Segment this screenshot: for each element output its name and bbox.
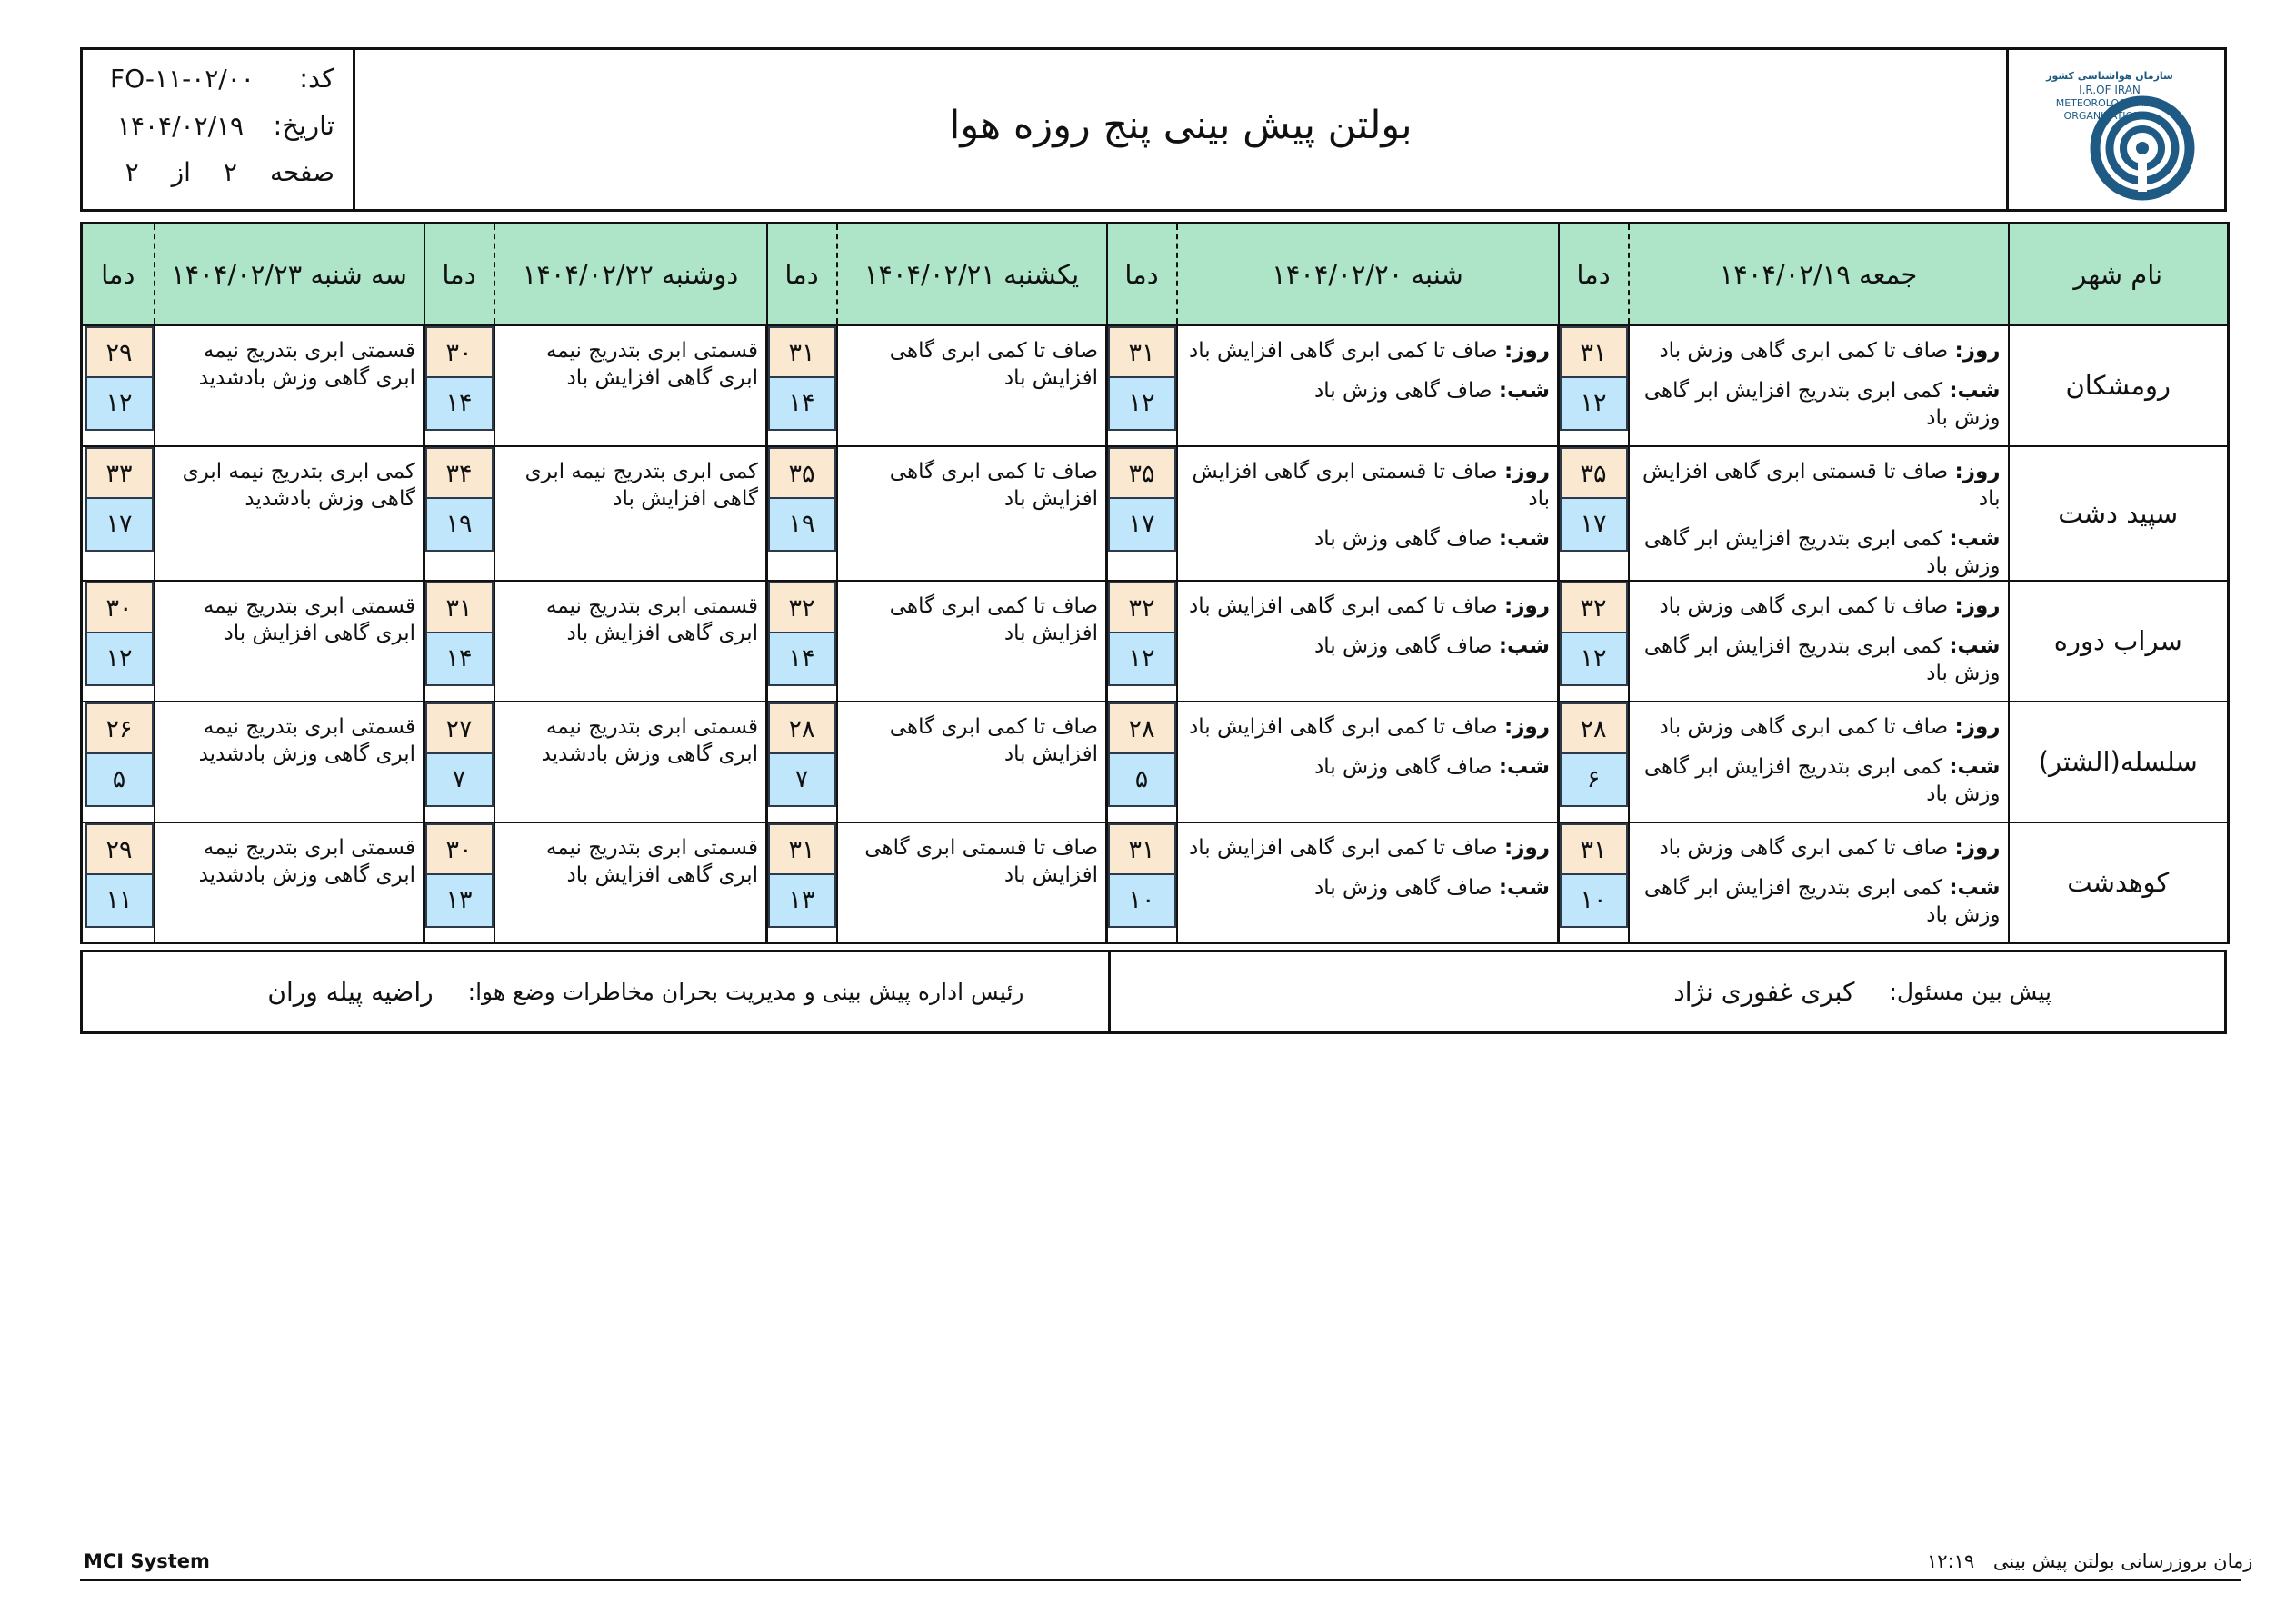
temp-cell-day-3: [767, 581, 837, 702]
night-forecast: [1185, 874, 1551, 902]
head-cell: [83, 952, 1108, 1031]
day-header-1: جمعه ۱۴۰۴/۰۲/۱۹: [1629, 224, 2009, 325]
bulletin-header: [80, 47, 2227, 212]
day-label: روز:: [1954, 835, 2001, 860]
temp-cell-day-5: [82, 702, 155, 822]
day-forecast-text: صاف تا کمی ابری گاهی افزایش باد: [1189, 714, 1498, 739]
temp-cell-day-3: [767, 822, 837, 943]
forecast-desc-day-5: [155, 446, 424, 581]
forecast-desc-day-3: [837, 702, 1107, 822]
page-label: صفحه: [269, 157, 334, 187]
city-column-header: نام شهر: [2009, 224, 2229, 325]
day-label: روز:: [1504, 835, 1550, 860]
max-temp: ۲۸: [1108, 702, 1176, 754]
forecast-text: صاف تا کمی ابری گاهی افزایش باد: [889, 459, 1098, 511]
min-temp: ۱۲: [1108, 633, 1176, 686]
city-name: سپید دشت: [2009, 446, 2229, 581]
forecast-desc-day-1: [1629, 325, 2009, 446]
table-row: [82, 581, 2229, 702]
forecast-desc-day-2: [1177, 446, 1559, 581]
min-temp: ۱۷: [1560, 499, 1628, 552]
day-label: روز:: [1504, 459, 1550, 483]
page-row: [110, 157, 334, 204]
forecast-desc-day-5: [155, 702, 424, 822]
min-temp: ۱۲: [85, 378, 154, 431]
code-label: کد:: [299, 63, 334, 94]
code-value: FO-۱۱-۰۲/۰۰: [110, 64, 255, 94]
day-forecast-text: صاف تا کمی ابری گاهی وزش باد: [1659, 714, 1949, 739]
page-of: از: [171, 157, 191, 187]
max-temp: ۳۱: [768, 326, 836, 378]
temp-cell-day-2: [1107, 581, 1177, 702]
night-label: شب:: [1498, 379, 1550, 403]
max-temp: ۳۰: [85, 582, 154, 633]
day-forecast: [1185, 834, 1551, 862]
forecast-text: قسمتی ابری بتدریج نیمه ابری گاهی افزایش باد: [203, 593, 415, 645]
night-label: شب:: [1498, 754, 1550, 779]
forecast-text: قسمتی ابری بتدریج نیمه ابری گاهی وزش بادشدید: [198, 835, 415, 887]
temp-cell-day-4: [424, 325, 494, 446]
forecast-desc-day-1: [1629, 702, 2009, 822]
temp-cell-day-4: [424, 822, 494, 943]
night-forecast-text: صاف گاهی وزش باد: [1314, 526, 1492, 551]
svg-text:سازمان هواشناسی کشور: سازمان هواشناسی کشور: [2045, 69, 2173, 82]
min-temp: ۱۷: [1108, 499, 1176, 552]
night-label: شب:: [1498, 875, 1550, 900]
max-temp: ۲۸: [768, 702, 836, 754]
document-meta: [83, 50, 355, 209]
temp-header-3: دما: [767, 224, 837, 325]
date-value: ۱۴۰۴/۰۲/۱۹: [116, 111, 245, 141]
night-forecast-text: صاف گاهی وزش باد: [1314, 875, 1492, 900]
night-forecast-text: کمی ابری بتدریج افزایش ابر گاهی وزش باد: [1643, 875, 2001, 927]
table-row: [82, 702, 2229, 822]
night-forecast: [1637, 377, 2001, 432]
night-forecast-text: صاف گاهی وزش باد: [1314, 754, 1492, 779]
day-header-2: شنبه ۱۴۰۴/۰۲/۲۰: [1177, 224, 1559, 325]
forecast-desc-day-4: [494, 702, 767, 822]
day-forecast-text: صاف تا کمی ابری گاهی وزش باد: [1659, 835, 1949, 860]
forecaster-cell: [1108, 952, 2225, 1031]
forecast-desc-day-3: [837, 581, 1107, 702]
day-forecast-text: صاف تا کمی ابری گاهی افزایش باد: [1189, 835, 1498, 860]
night-forecast: [1637, 525, 2001, 580]
day-header-5: سه شنبه ۱۴۰۴/۰۲/۲۳: [155, 224, 424, 325]
update-label: زمان بروزرسانی بولتن پیش بینی: [1992, 1550, 2253, 1572]
forecast-text: قسمتی ابری بتدریج نیمه ابری گاهی افزایش باد: [545, 835, 758, 887]
day-forecast: [1637, 834, 2001, 862]
table-row: [82, 822, 2229, 943]
temp-cell-day-3: [767, 702, 837, 822]
night-forecast-text: کمی ابری بتدریج افزایش ابر گاهی وزش باد: [1643, 526, 2001, 578]
day-label: روز:: [1954, 714, 2001, 739]
min-temp: ۱۴: [425, 633, 494, 686]
night-forecast-text: کمی ابری بتدریج افزایش ابر گاهی وزش باد: [1643, 379, 2001, 430]
day-forecast-text: صاف تا کمی ابری گاهی وزش باد: [1659, 339, 1949, 363]
forecast-desc-day-4: [494, 581, 767, 702]
day-forecast-text: صاف تا کمی ابری گاهی افزایش باد: [1189, 593, 1498, 618]
forecast-desc-day-3: [837, 325, 1107, 446]
min-temp: ۷: [768, 754, 836, 807]
max-temp: ۳۱: [1108, 326, 1176, 378]
day-label: روز:: [1954, 593, 2001, 618]
temp-cell-day-1: [1559, 822, 1629, 943]
min-temp: ۱۲: [1108, 378, 1176, 431]
city-name: سراب دوره: [2009, 581, 2229, 702]
max-temp: ۳۱: [1560, 823, 1628, 875]
min-temp: ۵: [1108, 754, 1176, 807]
forecaster-label: پیش بین مسئول:: [1889, 979, 2051, 1005]
meteorological-organization-logo-icon: [2006, 50, 2224, 209]
max-temp: ۳۰: [425, 823, 494, 875]
temp-header-5: دما: [82, 224, 155, 325]
forecast-desc-day-1: [1629, 446, 2009, 581]
svg-text:I.R.OF IRAN: I.R.OF IRAN: [2078, 83, 2141, 96]
day-label: روز:: [1504, 593, 1550, 618]
temp-cell-day-3: [767, 446, 837, 581]
city-name: کوهدشت: [2009, 822, 2229, 943]
temp-cell-day-3: [767, 325, 837, 446]
forecast-desc-day-4: [494, 822, 767, 943]
temp-cell-day-2: [1107, 325, 1177, 446]
night-forecast-text: کمی ابری بتدریج افزایش ابر گاهی وزش باد: [1643, 754, 2001, 806]
night-label: شب:: [1949, 379, 2001, 403]
forecast-table: [80, 222, 2230, 944]
max-temp: ۳۲: [1560, 582, 1628, 633]
update-time: [1927, 1550, 2252, 1572]
svg-text:ORGANIZATION: ORGANIZATION: [2063, 109, 2141, 122]
forecast-text: صاف تا قسمتی ابری گاهی افزایش باد: [864, 835, 1098, 887]
code-row: [110, 63, 334, 110]
table-row: [82, 446, 2229, 581]
forecast-text: قسمتی ابری بتدریج نیمه ابری گاهی وزش بادشدید: [198, 339, 415, 390]
signature-box: [80, 950, 2227, 1034]
forecaster-name: کبری غفوری نژاد: [1673, 977, 1855, 1007]
day-header-4: دوشنبه ۱۴۰۴/۰۲/۲۲: [494, 224, 767, 325]
day-forecast: [1637, 337, 2001, 364]
max-temp: ۳۳: [85, 447, 154, 499]
forecast-desc-day-3: [837, 822, 1107, 943]
bottom-rule: [80, 1579, 2241, 1581]
forecast-desc-day-2: [1177, 581, 1559, 702]
forecast-desc-day-5: [155, 325, 424, 446]
temp-cell-day-2: [1107, 822, 1177, 943]
update-time-value: ۱۲:۱۹: [1927, 1550, 1975, 1572]
temp-cell-day-5: [82, 446, 155, 581]
temp-cell-day-1: [1559, 581, 1629, 702]
min-temp: ۱۳: [425, 875, 494, 928]
forecast-desc-day-4: [494, 325, 767, 446]
max-temp: ۳۱: [1108, 823, 1176, 875]
forecast-desc-day-2: [1177, 702, 1559, 822]
min-temp: ۱۰: [1560, 875, 1628, 928]
min-temp: ۱۴: [768, 633, 836, 686]
day-forecast: [1637, 458, 2001, 513]
forecast-desc-day-1: [1629, 581, 2009, 702]
min-temp: ۱۴: [768, 378, 836, 431]
max-temp: ۲۸: [1560, 702, 1628, 754]
max-temp: ۳۲: [768, 582, 836, 633]
night-forecast-text: صاف گاهی وزش باد: [1314, 379, 1492, 403]
min-temp: ۱۳: [768, 875, 836, 928]
forecast-desc-day-3: [837, 446, 1107, 581]
night-forecast: [1185, 377, 1551, 404]
night-forecast: [1185, 525, 1551, 553]
city-name: رومشکان: [2009, 325, 2229, 446]
table-header-row: [82, 224, 2229, 325]
max-temp: ۲۹: [85, 326, 154, 378]
day-forecast: [1185, 337, 1551, 364]
day-forecast: [1637, 593, 2001, 620]
min-temp: ۱۷: [85, 499, 154, 552]
day-label: روز:: [1954, 339, 2001, 363]
max-temp: ۳۴: [425, 447, 494, 499]
temp-cell-day-4: [424, 702, 494, 822]
temp-cell-day-2: [1107, 702, 1177, 822]
night-label: شب:: [1498, 526, 1550, 551]
min-temp: ۷: [425, 754, 494, 807]
night-label: شب:: [1949, 526, 2001, 551]
day-label: روز:: [1504, 714, 1550, 739]
night-forecast: [1185, 633, 1551, 660]
night-label: شب:: [1949, 633, 2001, 658]
max-temp: ۲۶: [85, 702, 154, 754]
date-row: [110, 110, 334, 157]
table-row: [82, 325, 2229, 446]
forecast-desc-day-1: [1629, 822, 2009, 943]
min-temp: ۶: [1560, 754, 1628, 807]
max-temp: ۳۰: [425, 326, 494, 378]
min-temp: ۱۲: [85, 633, 154, 686]
night-forecast: [1637, 633, 2001, 687]
forecast-desc-day-2: [1177, 325, 1559, 446]
max-temp: ۳۵: [1560, 447, 1628, 499]
temp-cell-day-1: [1559, 446, 1629, 581]
forecast-text: صاف تا کمی ابری گاهی افزایش باد: [889, 714, 1098, 766]
max-temp: ۳۱: [425, 582, 494, 633]
temp-header-1: دما: [1559, 224, 1629, 325]
min-temp: ۱۰: [1108, 875, 1176, 928]
head-label: رئیس اداره پیش بینی و مدیریت بحران مخاطرات وضع هوا:: [467, 979, 1024, 1005]
temp-header-4: دما: [424, 224, 494, 325]
forecast-text: قسمتی ابری بتدریج نیمه ابری گاهی افزایش باد: [545, 339, 758, 390]
night-forecast-text: صاف گاهی وزش باد: [1314, 633, 1492, 658]
day-forecast-text: صاف تا قسمتی ابری گاهی افزایش باد: [1642, 459, 2001, 511]
temp-cell-day-4: [424, 581, 494, 702]
night-label: شب:: [1498, 633, 1550, 658]
min-temp: ۵: [85, 754, 154, 807]
page-title: بولتن پیش بینی پنج روزه هوا: [949, 102, 1413, 148]
day-forecast: [1185, 713, 1551, 741]
forecast-desc-day-5: [155, 822, 424, 943]
temp-cell-day-5: [82, 325, 155, 446]
forecast-text: قسمتی ابری بتدریج نیمه ابری گاهی وزش بادشدید: [541, 714, 758, 766]
night-label: شب:: [1949, 754, 2001, 779]
night-label: شب:: [1949, 875, 2001, 900]
day-forecast-text: صاف تا کمی ابری گاهی وزش باد: [1659, 593, 1949, 618]
min-temp: ۱۲: [1560, 378, 1628, 431]
temp-cell-day-1: [1559, 325, 1629, 446]
night-forecast-text: کمی ابری بتدریج افزایش ابر گاهی وزش باد: [1643, 633, 2001, 685]
max-temp: ۳۲: [1108, 582, 1176, 633]
max-temp: ۳۱: [1560, 326, 1628, 378]
max-temp: ۳۱: [768, 823, 836, 875]
night-forecast: [1637, 753, 2001, 808]
system-name: MCI System: [84, 1550, 210, 1572]
page-total: ۲: [125, 157, 139, 187]
day-label: روز:: [1504, 339, 1550, 363]
page-indicator: [125, 157, 334, 187]
temp-cell-day-1: [1559, 702, 1629, 822]
forecast-desc-day-2: [1177, 822, 1559, 943]
min-temp: ۱۲: [1560, 633, 1628, 686]
forecast-text: کمی ابری بتدریج نیمه ابری گاهی افزایش باد: [524, 459, 758, 511]
min-temp: ۱۹: [768, 499, 836, 552]
max-temp: ۲۷: [425, 702, 494, 754]
day-forecast: [1185, 458, 1551, 513]
min-temp: ۱۱: [85, 875, 154, 928]
min-temp: ۱۹: [425, 499, 494, 552]
day-forecast-text: صاف تا کمی ابری گاهی افزایش باد: [1189, 339, 1498, 363]
date-label: تاریخ:: [273, 110, 334, 141]
day-forecast: [1637, 713, 2001, 741]
max-temp: ۳۵: [768, 447, 836, 499]
page-number: ۲: [223, 157, 237, 187]
forecast-desc-day-5: [155, 581, 424, 702]
head-name: راضیه پیله وران: [267, 977, 434, 1007]
temp-cell-day-4: [424, 446, 494, 581]
forecast-text: قسمتی ابری بتدریج نیمه ابری گاهی وزش بادشدید: [198, 714, 415, 766]
temp-cell-day-5: [82, 581, 155, 702]
min-temp: ۱۴: [425, 378, 494, 431]
forecast-text: صاف تا کمی ابری گاهی افزایش باد: [889, 339, 1098, 390]
temp-cell-day-5: [82, 822, 155, 943]
svg-text:METEOROLOGICAL: METEOROLOGICAL: [2055, 96, 2149, 109]
forecast-text: قسمتی ابری بتدریج نیمه ابری گاهی افزایش باد: [545, 593, 758, 645]
temp-cell-day-2: [1107, 446, 1177, 581]
forecast-text: صاف تا کمی ابری گاهی افزایش باد: [889, 593, 1098, 645]
day-label: روز:: [1954, 459, 2001, 483]
night-forecast: [1185, 753, 1551, 781]
forecast-desc-day-4: [494, 446, 767, 581]
day-header-3: یکشنبه ۱۴۰۴/۰۲/۲۱: [837, 224, 1107, 325]
max-temp: ۲۹: [85, 823, 154, 875]
night-forecast: [1637, 874, 2001, 929]
forecast-text: کمی ابری بتدریج نیمه ابری گاهی وزش بادشدید: [182, 459, 415, 511]
city-name: سلسله(الشتر): [2009, 702, 2229, 822]
max-temp: ۳۵: [1108, 447, 1176, 499]
day-forecast: [1185, 593, 1551, 620]
temp-header-2: دما: [1107, 224, 1177, 325]
day-forecast-text: صاف تا قسمتی ابری گاهی افزایش باد: [1192, 459, 1550, 511]
